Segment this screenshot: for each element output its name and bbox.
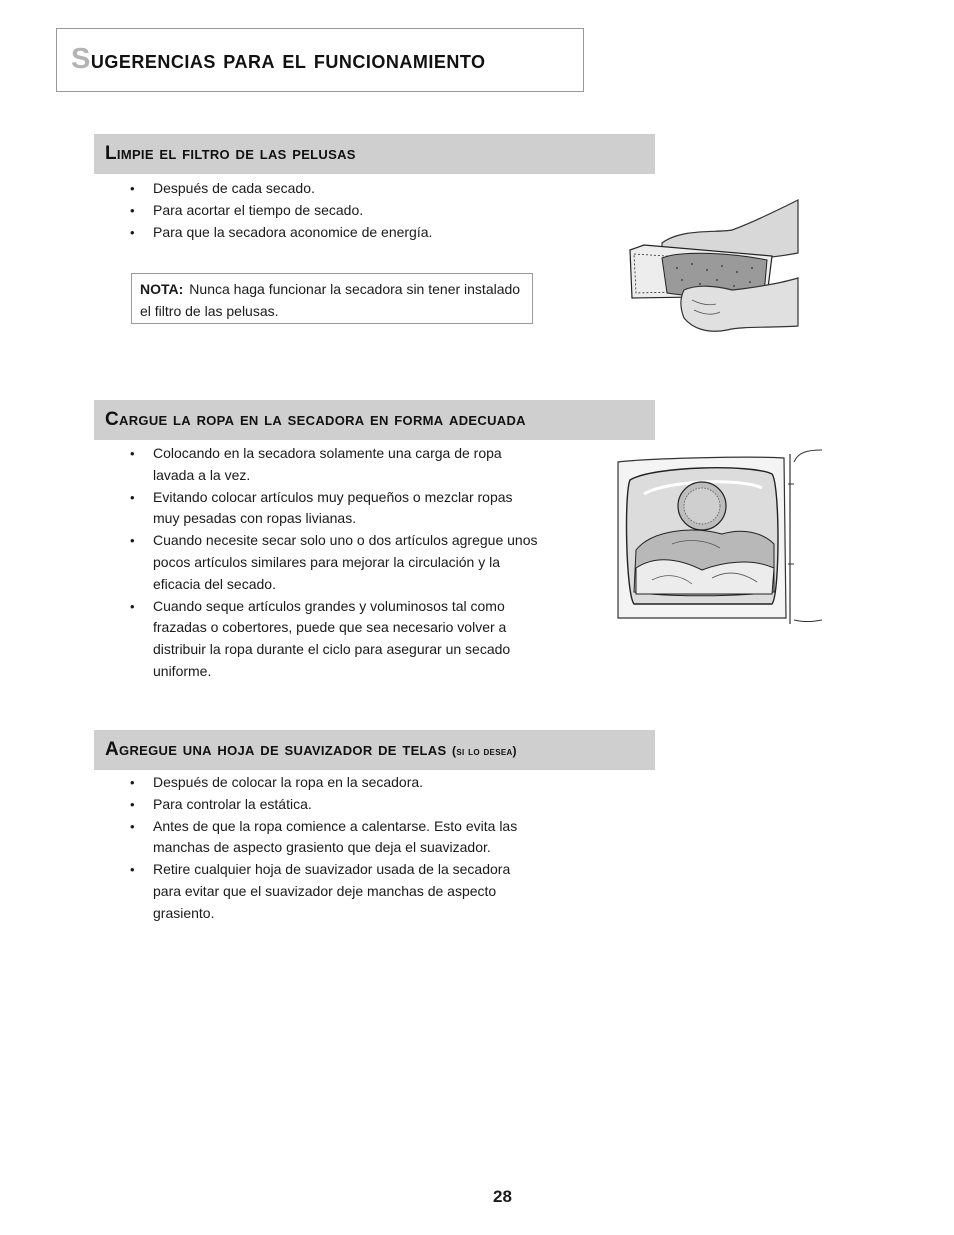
list-item: • Evitando colocar artículos muy pequeños o mezclar ropas muy pesadas con ropas livianas. — [128, 487, 538, 531]
section-heading-initial: C — [105, 409, 120, 430]
page-title-rest: ugerencias para el funcionamiento — [90, 46, 486, 74]
note-label: NOTA: — [140, 281, 184, 297]
section-heading-text: argue la ropa en la secadora en forma adecuada — [119, 409, 526, 430]
section-heading-text: gregue una hoja de suavizador de telas — [119, 739, 447, 760]
lint-filter-list — [128, 178, 548, 243]
section-heading-initial: L — [105, 143, 117, 164]
list-item: • Colocando en la secadora solamente una carga de ropa lavada a la vez. — [128, 443, 538, 487]
softener-list — [128, 772, 538, 925]
page-number: 28 — [493, 1187, 512, 1206]
list-item: • Después de colocar la ropa en la secadora. — [128, 772, 538, 794]
list-item: • Para controlar la estática. — [128, 794, 538, 816]
page-title-box — [56, 28, 584, 92]
list-item: • Después de cada secado. — [128, 178, 548, 200]
lint-filter-illustration — [622, 198, 802, 338]
section-heading-lint-filter — [94, 134, 655, 174]
section-heading-softener — [94, 730, 655, 770]
list-item: • Cuando necesite secar solo uno o dos artículos agregue unos pocos artículos similares para mejorar la circulación y la eficacia del secado. — [128, 530, 538, 595]
load-dryer-list — [128, 443, 538, 683]
list-item: • Para acortar el tiempo de secado. — [128, 200, 548, 222]
section-heading-text: impie el filtro de las pelusas — [116, 143, 356, 164]
note-text: Nunca haga funcionar la secadora sin tener instalado el filtro de las pelusas. — [140, 281, 521, 319]
page-title-initial: S — [71, 43, 91, 75]
section-heading-suffix: (si lo desea) — [452, 744, 517, 758]
dryer-drum-illustration — [612, 444, 826, 628]
list-item: • Antes de que la ropa comience a calentarse. Esto evita las manchas de aspecto grasiento que deja el suavizador. — [128, 816, 538, 860]
page-title — [71, 43, 486, 76]
note-box — [131, 273, 533, 324]
list-item: • Cuando seque artículos grandes y voluminosos tal como frazadas o cobertores, puede que sea necesario volver a distribuir la ropa durante el ciclo para asegurar un secado uniforme. — [128, 596, 538, 683]
list-item: • Retire cualquier hoja de suavizador usada de la secadora para evitar que el suavizador deje manchas de aspecto grasiento. — [128, 859, 538, 924]
list-item: • Para que la secadora aconomice de energía. — [128, 222, 548, 244]
section-heading-initial: A — [105, 739, 120, 760]
section-heading-load-dryer — [94, 400, 655, 440]
